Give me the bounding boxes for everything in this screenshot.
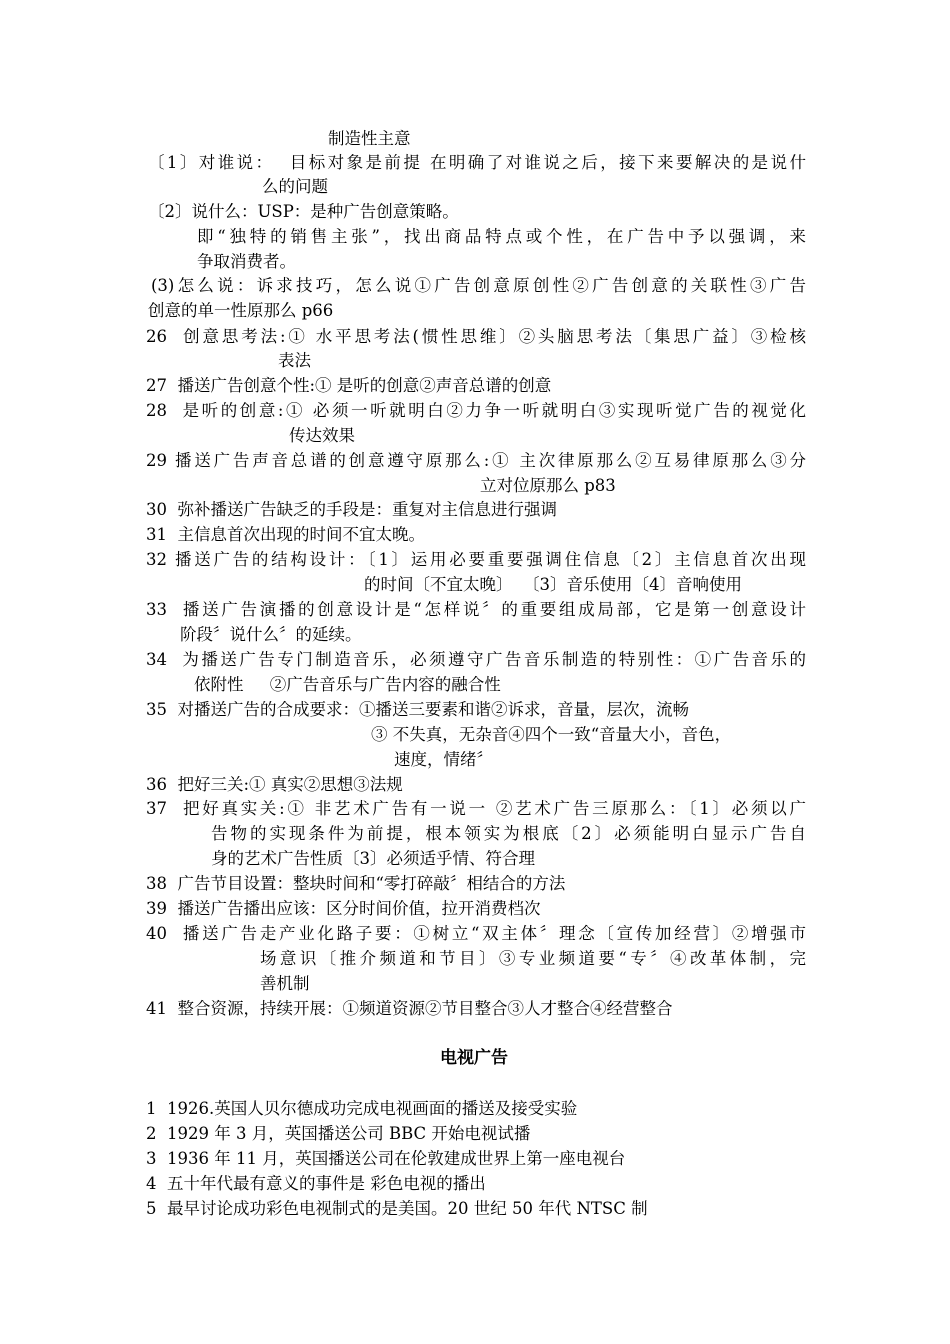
- list-item: 2 1929 年 3 月，英国播送公司 BBC 开始电视试播: [146, 1124, 531, 1143]
- text-line: 29 播送广告声音总谱的创意遵守原那么:① 主次律原那么②互易律原那么③分: [146, 451, 806, 470]
- text-line: 35 对播送广告的合成要求：①播送三要素和谐②诉求，音量，层次，流畅: [146, 700, 689, 719]
- text-line: 立对位原那么 p83: [480, 476, 616, 495]
- text-line: 〔2〕说什么：USP：是种广告创意策略。: [148, 202, 459, 221]
- text-line: 身的艺术广告性质〔3〕必须适乎情、符合理: [211, 849, 535, 868]
- text-line: 依附性 ②广告音乐与广告内容的融合性: [194, 675, 501, 694]
- text-line: (3)怎么说：诉求技巧，怎么说①广告创意原创性②广告创意的关联性③广告: [151, 276, 806, 295]
- text-line: 38 广告节目设置：整块时间和“零打碎敲〞相结合的方法: [146, 874, 566, 893]
- text-line: 39 播送广告播出应该：区分时间价值，拉开消费档次: [146, 899, 541, 918]
- text-line: 阶段〞说什么〞的延续。: [180, 625, 362, 644]
- text-line: 善机制: [260, 974, 310, 993]
- text-line: 28 是听的创意:① 必须一听就明白②力争一听就明白③实现听觉广告的视觉化: [146, 401, 806, 420]
- text-line: 的时间〔不宜太晚〕 〔3〕音乐使用〔4〕音响使用: [364, 575, 742, 594]
- text-line: 26 创意思考法:① 水平思考法(惯性思维〕②头脑思考法〔集思广益〕③检核: [146, 327, 806, 346]
- list-item: 3 1936 年 11 月，英国播送公司在伦敦建成世界上第一座电视台: [146, 1149, 626, 1168]
- text-line: 创意的单一性原那么 p66: [148, 301, 334, 320]
- section-title: 电视广告: [440, 1048, 508, 1068]
- text-line: 制造性主意: [328, 129, 411, 148]
- text-line: 33 播送广告演播的创意设计是“怎样说〞的重要组成局部，它是第一创意设计: [146, 600, 806, 619]
- text-line: 速度，情绪〞: [394, 750, 493, 769]
- text-line: 表法: [278, 351, 311, 370]
- text-line: 31 主信息首次出现的时间不宜太晚。: [146, 525, 425, 544]
- text-line: 40 播送广告走产业化路子要：①树立“双主体〞理念〔宣传加经营〕②增强市: [146, 924, 806, 943]
- list-item: 1 1926.英国人贝尔德成功完成电视画面的播送及接受实验: [146, 1099, 578, 1118]
- text-line: 传达效果: [289, 426, 355, 445]
- text-line: 27 播送广告创意个性:① 是听的创意②声音总谱的创意: [146, 376, 552, 395]
- text-line: 41 整合资源，持续开展：①频道资源②节目整合③人才整合④经营整合: [146, 999, 673, 1018]
- text-line: 告物的实现条件为前提，根本领实为根底〔2〕必须能明白显示广告自: [211, 824, 806, 843]
- text-line: 么的问题: [262, 177, 328, 196]
- text-line: 32 播送广告的结构设计：〔1〕运用必要重要强调住信息〔2〕主信息首次出现: [146, 550, 806, 569]
- text-line: 即“独特的销售主张”，找出商品特点或个性，在广告中予以强调，来: [197, 227, 806, 246]
- text-line: 〔1〕对谁说： 目标对象是前提 在明确了对谁说之后，接下来要解决的是说什: [148, 153, 806, 172]
- text-line: 30 弥补播送广告缺乏的手段是：重复对主信息进行强调: [146, 500, 557, 519]
- text-line: 34 为播送广告专门制造音乐，必须遵守广告音乐制造的特别性：①广告音乐的: [146, 650, 806, 669]
- text-line: 36 把好三关:① 真实②思想③法规: [146, 775, 403, 794]
- text-line: 争取消费者。: [197, 252, 296, 271]
- list-item: 4 五十年代最有意义的事件是 彩色电视的播出: [146, 1174, 486, 1193]
- text-line: 37 把好真实关:① 非艺术广告有一说一 ②艺术广告三原那么：〔1〕必须以广: [146, 799, 806, 818]
- text-line: ③ 不失真，无杂音④四个一致“音量大小，音色，: [371, 725, 732, 744]
- list-item: 5 最早讨论成功彩色电视制式的是美国。20 世纪 50 年代 NTSC 制: [146, 1199, 648, 1218]
- text-line: 场意识〔推介频道和节目〕③专业频道要“专〞④改革体制，完: [260, 949, 806, 968]
